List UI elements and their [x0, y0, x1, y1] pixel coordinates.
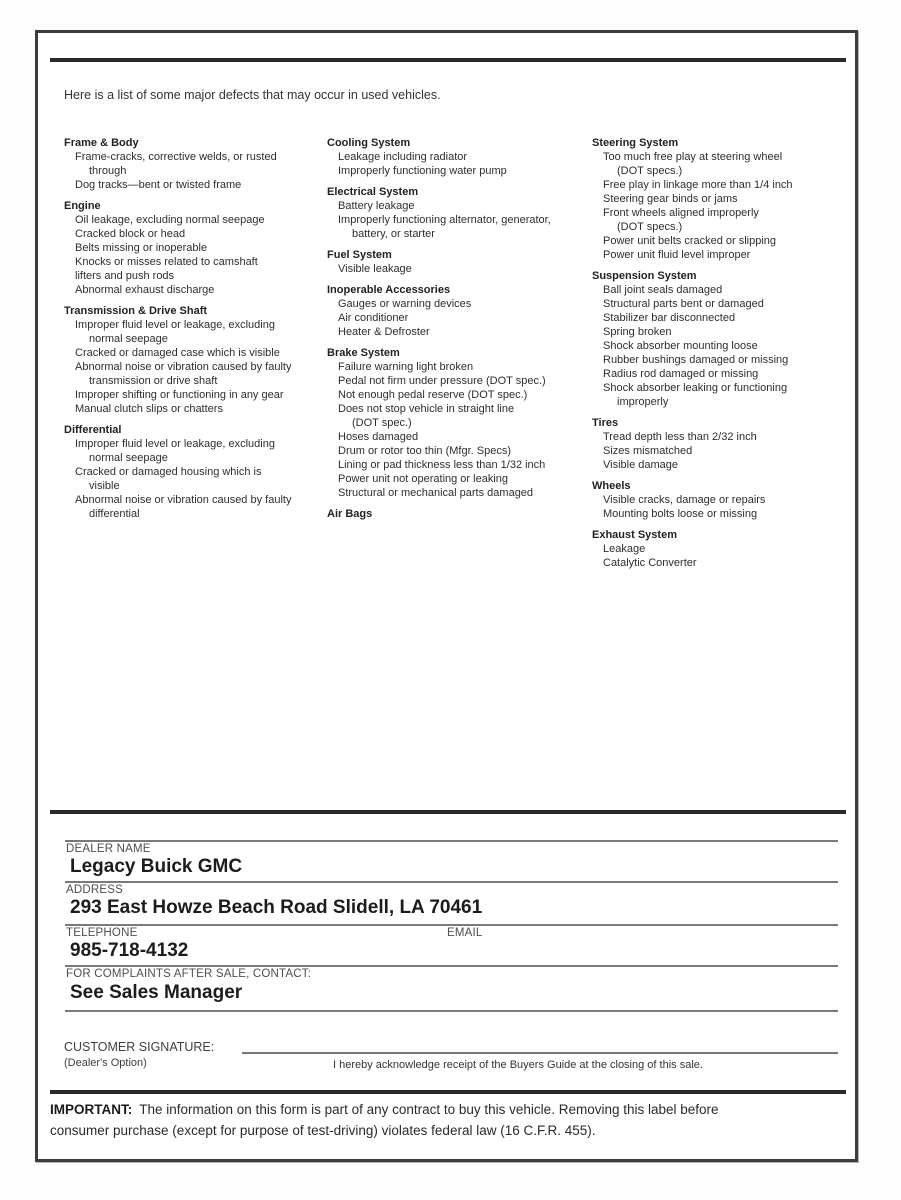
field-rule-complaints-top: [65, 965, 838, 967]
dealer-name-label: DEALER NAME: [66, 843, 151, 855]
defect-item: Power unit not operating or leaking: [338, 473, 508, 485]
defect-item: Power unit fluid level improper: [603, 249, 751, 261]
important-section-divider-rule: [50, 1090, 846, 1094]
telephone-label: TELEPHONE: [66, 927, 138, 939]
defect-category-heading: Inoperable Accessories: [327, 284, 451, 296]
defect-category-heading: Exhaust System: [592, 529, 677, 541]
defect-item: improperly: [617, 396, 669, 408]
defect-item: Improper fluid level or leakage, excluding: [75, 319, 275, 331]
defect-item: Sizes mismatched: [603, 445, 693, 457]
defect-item: Failure warning light broken: [338, 361, 474, 373]
defect-item: Shock absorber leaking or functioning: [603, 382, 788, 394]
important-label: IMPORTANT:: [50, 1102, 133, 1117]
defect-item: Power unit belts cracked or slipping: [603, 235, 777, 247]
defect-item: lifters and push rods: [75, 270, 175, 282]
defect-item: Drum or rotor too thin (Mfgr. Specs): [338, 445, 511, 457]
defect-item: Pedal not firm under pressure (DOT spec.): [338, 375, 546, 387]
defect-item: Frame-cracks, corrective welds, or rusted: [75, 151, 277, 163]
field-rule-address-top: [65, 881, 838, 883]
defects-column-3: [592, 136, 852, 570]
dealer-section-divider-rule: [50, 810, 846, 814]
defect-item: Improper fluid level or leakage, excluding: [75, 438, 275, 450]
field-rule-dealer-name-top: [65, 840, 838, 842]
defect-category-heading: Differential: [64, 424, 122, 436]
defect-category-heading: Air Bags: [327, 508, 373, 520]
defect-item: Structural or mechanical parts damaged: [338, 487, 534, 499]
defect-category-heading: Suspension System: [592, 270, 697, 282]
defect-item: battery, or starter: [352, 228, 435, 240]
defect-item: Steering gear binds or jams: [603, 193, 738, 205]
defect-item: Visible leakage: [338, 263, 412, 275]
defect-item: Hoses damaged: [338, 431, 419, 443]
field-rule-complaints-bottom: [65, 1010, 838, 1012]
defects-column-2: [327, 136, 587, 521]
defect-item: Cracked or damaged housing which is: [75, 466, 262, 478]
defect-category-heading: Frame & Body: [64, 137, 139, 149]
defect-item: Spring broken: [603, 326, 672, 338]
defect-item: Radius rod damaged or missing: [603, 368, 759, 380]
defect-item: Ball joint seals damaged: [603, 284, 723, 296]
defect-item: Front wheels aligned improperly: [603, 207, 759, 219]
defect-category-heading: Transmission & Drive Shaft: [64, 305, 208, 317]
dealer-name-value: Legacy Buick GMC: [70, 856, 243, 877]
defect-category-heading: Electrical System: [327, 186, 419, 198]
defect-item: Rubber bushings damaged or missing: [603, 354, 789, 366]
defect-item: Lining or pad thickness less than 1/32 inch: [338, 459, 546, 471]
defect-item: (DOT specs.): [617, 221, 683, 233]
defect-item: Gauges or warning devices: [338, 298, 472, 310]
defect-item: Shock absorber mounting loose: [603, 340, 758, 352]
acknowledgment-text: I hereby acknowledge receipt of the Buyers Guide at the closing of this sale.: [333, 1059, 703, 1071]
defect-category-heading: Tires: [592, 417, 619, 429]
defect-item: (DOT spec.): [352, 417, 412, 429]
defect-item: Not enough pedal reserve (DOT spec.): [338, 389, 528, 401]
defect-item: Structural parts bent or damaged: [603, 298, 764, 310]
telephone-value: 985-718-4132: [70, 940, 189, 961]
defect-item: Catalytic Converter: [603, 557, 697, 569]
defect-item: visible: [89, 480, 120, 492]
defect-item: Cracked block or head: [75, 228, 186, 240]
defect-item: Improperly functioning alternator, generator,: [338, 214, 551, 226]
defect-item: Abnormal exhaust discharge: [75, 284, 215, 296]
defect-item: (DOT specs.): [617, 165, 683, 177]
defect-item: Visible damage: [603, 459, 679, 471]
dealers-option-label: (Dealer's Option): [64, 1057, 147, 1069]
customer-signature-line: [242, 1052, 838, 1054]
defect-item: through: [89, 165, 127, 177]
field-rule-telephone-top: [65, 924, 838, 926]
defect-item: Cracked or damaged case which is visible: [75, 347, 280, 359]
defect-item: Abnormal noise or vibration caused by faulty: [75, 361, 292, 373]
defect-item: Tread depth less than 2/32 inch: [603, 431, 757, 443]
defect-item: Stabilizer bar disconnected: [603, 312, 736, 324]
important-line2: consumer purchase (except for purpose of test-driving) violates federal law (16 C.F.R. 455).: [50, 1123, 596, 1138]
defect-item: Mounting bolts loose or missing: [603, 508, 758, 520]
important-line1: The information on this form is part of any contract to buy this vehicle. Removing this label before: [139, 1102, 719, 1117]
customer-signature-label: CUSTOMER SIGNATURE:: [64, 1040, 215, 1054]
defect-category-heading: Engine: [64, 200, 101, 212]
defect-item: normal seepage: [89, 452, 168, 464]
top-divider-rule: [50, 58, 846, 62]
defect-category-heading: Fuel System: [327, 249, 392, 261]
complaints-value: See Sales Manager: [70, 982, 243, 1003]
defect-item: Oil leakage, excluding normal seepage: [75, 214, 265, 226]
defect-item: Free play in linkage more than 1/4 inch: [603, 179, 793, 191]
defect-category-heading: Cooling System: [327, 137, 411, 149]
defect-category-heading: Brake System: [327, 347, 400, 359]
defect-item: Air conditioner: [338, 312, 409, 324]
defect-item: Heater & Defroster: [338, 326, 430, 338]
defect-item: Leakage including radiator: [338, 151, 468, 163]
defect-item: Knocks or misses related to camshaft: [75, 256, 258, 268]
defect-item: Improperly functioning water pump: [338, 165, 507, 177]
defect-category-heading: Wheels: [592, 480, 631, 492]
intro-text: Here is a list of some major defects that may occur in used vehicles.: [64, 88, 441, 102]
defect-item: normal seepage: [89, 333, 168, 345]
defect-item: Abnormal noise or vibration caused by faulty: [75, 494, 292, 506]
defect-item: Visible cracks, damage or repairs: [603, 494, 766, 506]
complaints-label: FOR COMPLAINTS AFTER SALE, CONTACT:: [66, 968, 312, 980]
defect-item: Does not stop vehicle in straight line: [338, 403, 515, 415]
defect-item: Dog tracks—bent or twisted frame: [75, 179, 242, 191]
defect-item: Leakage: [603, 543, 646, 555]
defect-item: Belts missing or inoperable: [75, 242, 208, 254]
defect-item: Improper shifting or functioning in any gear: [75, 389, 284, 401]
defects-column-1: [64, 136, 324, 521]
defect-item: Too much free play at steering wheel: [603, 151, 783, 163]
defect-item: differential: [89, 508, 140, 520]
defect-item: Battery leakage: [338, 200, 415, 212]
address-value: 293 East Howze Beach Road Slidell, LA 70461: [70, 897, 483, 918]
important-notice: [50, 1099, 850, 1141]
defect-category-heading: Steering System: [592, 137, 679, 149]
defect-item: Manual clutch slips or chatters: [75, 403, 223, 415]
defect-item: transmission or drive shaft: [89, 375, 218, 387]
email-label: EMAIL: [447, 927, 483, 939]
address-label: ADDRESS: [66, 884, 123, 896]
